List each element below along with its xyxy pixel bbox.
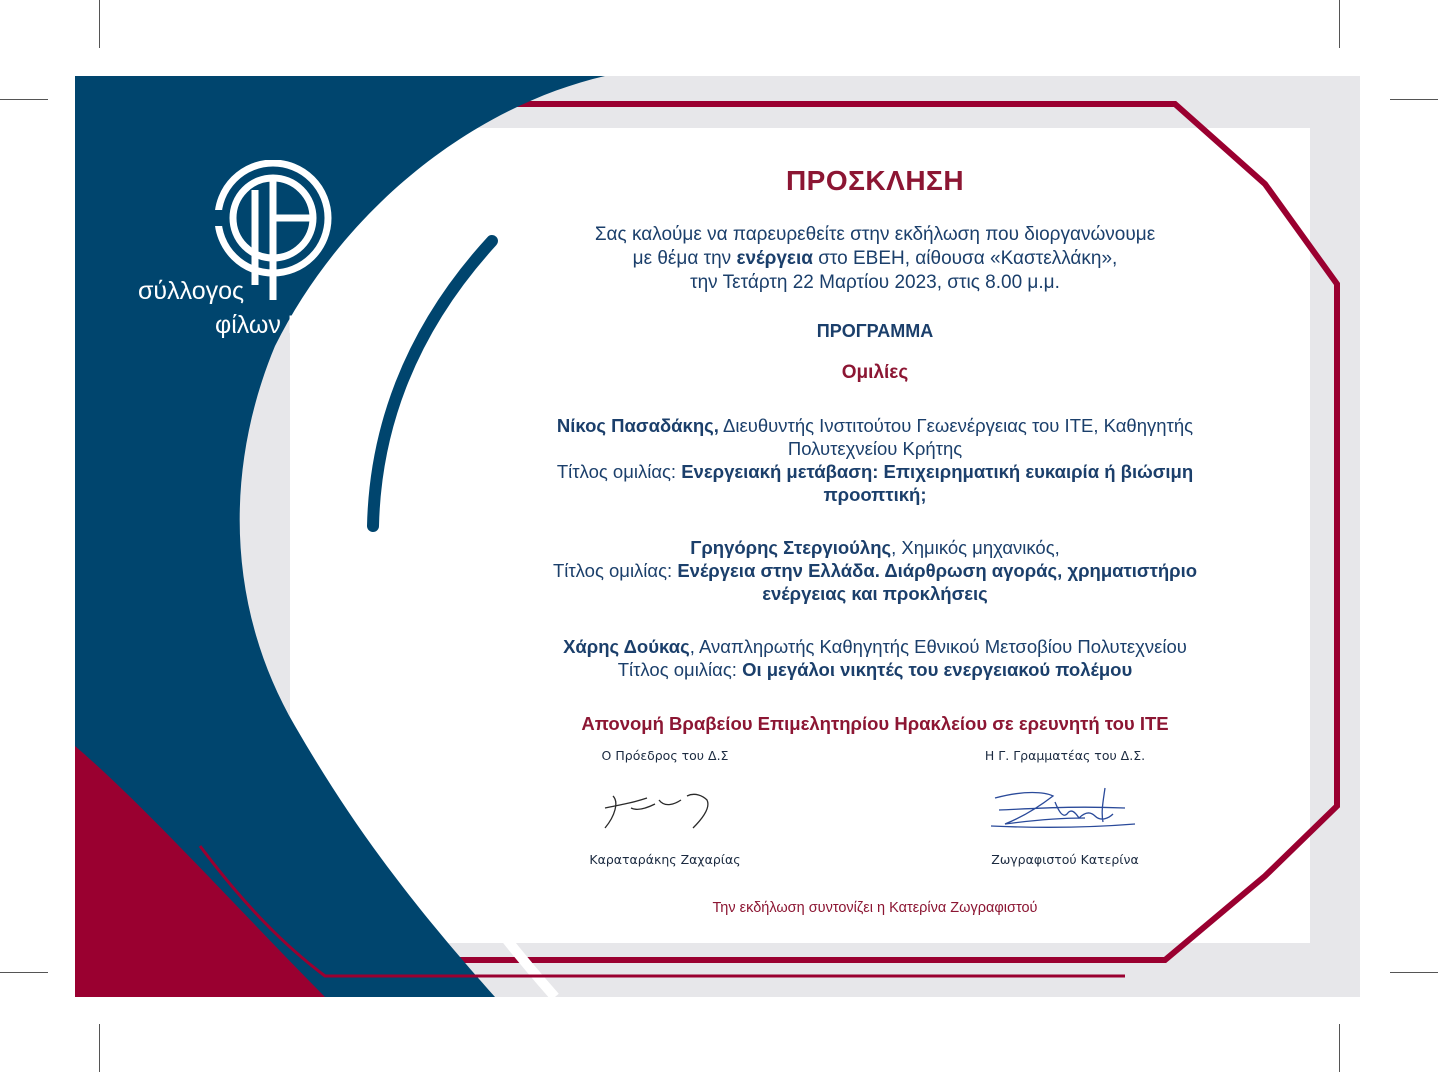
intro-text	[515, 223, 1235, 295]
program-heading: ΠΡΟΓΡΑΜΜΑ	[816, 321, 934, 341]
logo-text-bold: ΙΤΕ	[287, 311, 327, 339]
speaker-line	[515, 536, 1235, 559]
signature-role: Ο Πρόεδρος του Δ.Σ	[601, 748, 729, 763]
speaker-name: Νίκος Πασαδάκης,	[556, 415, 719, 436]
crop-mark	[99, 0, 100, 48]
talk-line	[515, 658, 1235, 681]
crop-mark	[0, 99, 48, 100]
talk-label: Τίτλος ομιλίας:	[552, 560, 678, 581]
speaker-role: , Χημικός μηχανικός,	[891, 537, 1060, 558]
signature-name: Ζωγραφιστού Κατερίνα	[991, 852, 1139, 867]
speaker-name: Χάρης Δούκας	[563, 636, 690, 657]
crop-mark	[1339, 1024, 1340, 1072]
signature-scribble	[595, 778, 735, 838]
intro-line: την Τετάρτη 22 Μαρτίου 2023, στις 8.00 μ.μ.	[690, 272, 1060, 293]
speaker-role: Διευθυντής Ινστιτούτου Γεωενέργειας του ΙΤΕ, Καθηγητής Πολυτεχνείου Κρήτης	[718, 415, 1194, 459]
speaker-line	[515, 635, 1235, 658]
speaker-entry	[515, 635, 1235, 681]
signature-role: Η Γ. Γραμματέας του Δ.Σ.	[984, 748, 1146, 763]
intro-topic: ενέργεια	[736, 248, 813, 269]
logo-text-line2	[215, 311, 327, 340]
logo-text-prefix: φίλων	[215, 311, 281, 339]
signature-president	[515, 748, 815, 867]
signature-secretary	[915, 748, 1215, 867]
intro-post: στο ΕΒΕΗ, αίθουσα «Καστελλάκη»,	[812, 248, 1118, 269]
talk-label: Τίτλος ομιλίας:	[617, 659, 743, 680]
intro-pre: με θέμα την	[632, 248, 737, 269]
intro-line: Σας καλούμε να παρευρεθείτε στην εκδήλωση που διοργανώνουμε	[594, 224, 1156, 245]
signature-scribble	[985, 778, 1145, 838]
speaker-line	[515, 414, 1235, 460]
invitation-card	[75, 76, 1360, 997]
page-title: ΠΡΟΣΚΛΗΣΗ	[785, 165, 965, 196]
speaker-name: Γρηγόρης Στεργιούλης	[690, 537, 892, 558]
crop-mark	[99, 1024, 100, 1072]
intro-line	[515, 247, 1235, 271]
speaker-role: , Αναπληρωτής Καθηγητής Εθνικού Μετσοβίου Πολυτεχνείου	[689, 636, 1187, 657]
speaker-entry	[515, 536, 1235, 605]
talk-title: Ενεργειακή μετάβαση: Επιχειρηματική ευκαιρία ή βιώσιμη προοπτική;	[681, 461, 1194, 505]
crop-mark	[1390, 972, 1438, 973]
logo-text-line1: σύλλογος	[138, 277, 245, 305]
speaker-entry	[515, 414, 1235, 506]
signature-name: Καραταράκης Ζαχαρίας	[589, 852, 741, 867]
talks-heading: Ομιλίες	[841, 362, 909, 383]
invitation-content	[515, 161, 1235, 735]
award-announcement: Απονομή Βραβείου Επιμελητηρίου Ηρακλείου σε ερευνητή του ΙΤΕ	[581, 713, 1169, 734]
talk-title: Οι μεγάλοι νικητές του ενεργειακού πολέμου	[742, 659, 1133, 680]
talk-label: Τίτλος ομιλίας:	[556, 461, 682, 482]
talk-line	[515, 460, 1235, 506]
talk-line	[515, 559, 1235, 605]
crop-mark	[1390, 99, 1438, 100]
coordinator-note: Την εκδήλωση συντονίζει η Κατερίνα Ζωγραφιστού	[712, 900, 1038, 916]
talk-title: Ενέργεια στην Ελλάδα. Διάρθρωση αγοράς, χρηματιστήριο ενέργειας και προκλήσεις	[677, 560, 1198, 604]
crop-mark	[1339, 0, 1340, 48]
crop-mark	[0, 972, 48, 973]
